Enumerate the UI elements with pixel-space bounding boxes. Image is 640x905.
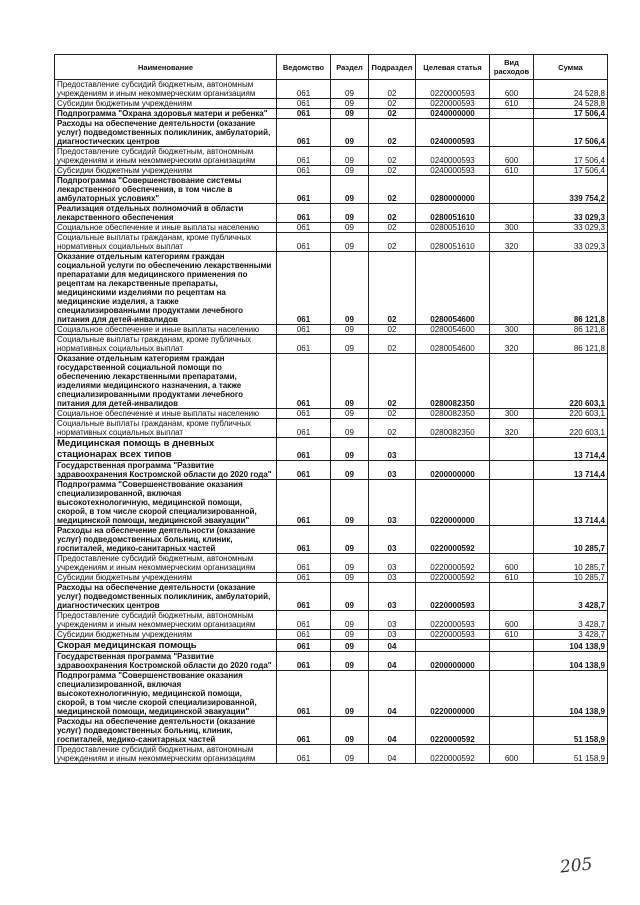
row-target-article-cell: 0220000000 xyxy=(416,671,490,717)
row-name-cell: Реализация отдельных полномочий в области лекарственного обеспечения xyxy=(55,204,277,223)
row-podrazdel-cell: 02 xyxy=(369,119,416,147)
row-target-article-cell: 0280054600 xyxy=(416,252,490,325)
table-row xyxy=(55,409,608,419)
row-target-article-cell: 0220000593 xyxy=(416,80,490,99)
row-target-article-cell: 0280082350 xyxy=(416,409,490,419)
row-podrazdel-cell: 02 xyxy=(369,99,416,109)
row-podrazdel-cell: 03 xyxy=(369,554,416,573)
row-sum-cell: 104 138,9 xyxy=(534,640,608,652)
row-sum-cell: 339 754,2 xyxy=(534,176,608,204)
row-expense-type-cell xyxy=(490,109,534,119)
row-expense-type-cell: 610 xyxy=(490,166,534,176)
row-podrazdel-cell: 04 xyxy=(369,640,416,652)
row-target-article-cell: 0220000593 xyxy=(416,583,490,611)
row-razdel-cell: 09 xyxy=(331,438,369,461)
row-sum-cell: 51 158,9 xyxy=(534,717,608,745)
table-row xyxy=(55,573,608,583)
row-expense-type-cell xyxy=(490,526,534,554)
row-podrazdel-cell: 04 xyxy=(369,717,416,745)
row-target-article-cell: 0280000000 xyxy=(416,176,490,204)
row-razdel-cell: 09 xyxy=(331,252,369,325)
row-sum-cell: 10 285,7 xyxy=(534,526,608,554)
row-sum-cell: 13 714,4 xyxy=(534,480,608,526)
row-target-article-cell: 0280082350 xyxy=(416,354,490,409)
table-row xyxy=(55,652,608,671)
row-sum-cell: 104 138,9 xyxy=(534,671,608,717)
row-name-cell: Расходы на обеспечение деятельности (оказание услуг) подведомственных поликлиник, амбулаторий, диагностических центров xyxy=(55,583,277,611)
row-razdel-cell: 09 xyxy=(331,99,369,109)
row-podrazdel-cell: 03 xyxy=(369,583,416,611)
row-vedomstvo-cell: 061 xyxy=(277,640,331,652)
row-target-article-cell: 0280051610 xyxy=(416,233,490,252)
table-row xyxy=(55,335,608,354)
row-target-article-cell xyxy=(416,640,490,652)
row-expense-type-cell xyxy=(490,671,534,717)
row-expense-type-cell xyxy=(490,354,534,409)
row-vedomstvo-cell: 061 xyxy=(277,480,331,526)
row-name-cell: Предоставление субсидий бюджетным, автономным учреждениям и иным некоммерческим организациям xyxy=(55,554,277,573)
table-row xyxy=(55,640,608,652)
row-razdel-cell: 09 xyxy=(331,717,369,745)
row-expense-type-cell xyxy=(490,640,534,652)
row-vedomstvo-cell: 061 xyxy=(277,233,331,252)
row-name-cell: Оказание отдельным категориям граждан социальной услуги по обеспечению лекарственными препаратами для медицинского применения по рецептам на лекарственные препараты, медицинскими изделиями по рецептам на медицинские изделия, а также специализированными продуктами лечебного питания для детей-инвалидов xyxy=(55,252,277,325)
row-vedomstvo-cell: 061 xyxy=(277,80,331,99)
row-sum-cell: 24 528,8 xyxy=(534,80,608,99)
row-expense-type-cell: 300 xyxy=(490,409,534,419)
row-podrazdel-cell: 02 xyxy=(369,166,416,176)
column-header-podrazdel: Подраздел xyxy=(369,55,416,80)
row-podrazdel-cell: 02 xyxy=(369,325,416,335)
table-row xyxy=(55,480,608,526)
row-name-cell: Подпрограмма "Совершенствование оказания специализированной, включая высокотехнологичную, медицинской помощи, скорой, в том числе скорой специализированной, медицинской помощи, медицинской эвакуации" xyxy=(55,671,277,717)
row-podrazdel-cell: 02 xyxy=(369,109,416,119)
table-row xyxy=(55,717,608,745)
row-target-article-cell: 0220000592 xyxy=(416,526,490,554)
table-row xyxy=(55,233,608,252)
row-podrazdel-cell: 03 xyxy=(369,611,416,630)
row-target-article-cell: 0220000592 xyxy=(416,554,490,573)
row-target-article-cell: 0220000592 xyxy=(416,745,490,764)
table-row xyxy=(55,109,608,119)
row-vedomstvo-cell: 061 xyxy=(277,354,331,409)
row-sum-cell: 17 506,4 xyxy=(534,166,608,176)
row-name-cell: Государственная программа "Развитие здравоохранения Костромской области до 2020 года" xyxy=(55,461,277,480)
row-target-article-cell: 0280054600 xyxy=(416,335,490,354)
row-podrazdel-cell: 03 xyxy=(369,526,416,554)
row-sum-cell: 51 158,9 xyxy=(534,745,608,764)
row-sum-cell: 220 603,1 xyxy=(534,419,608,438)
row-expense-type-cell: 320 xyxy=(490,335,534,354)
budget-table xyxy=(54,54,608,764)
row-razdel-cell: 09 xyxy=(331,461,369,480)
column-header-sum: Сумма xyxy=(534,55,608,80)
row-expense-type-cell xyxy=(490,583,534,611)
row-expense-type-cell xyxy=(490,438,534,461)
row-razdel-cell: 09 xyxy=(331,554,369,573)
table-row xyxy=(55,204,608,223)
row-expense-type-cell: 320 xyxy=(490,233,534,252)
row-target-article-cell: 0280051610 xyxy=(416,223,490,233)
row-razdel-cell: 09 xyxy=(331,176,369,204)
row-vedomstvo-cell: 061 xyxy=(277,630,331,640)
row-razdel-cell: 09 xyxy=(331,80,369,99)
row-name-cell: Медицинская помощь в дневных стационарах всех типов xyxy=(55,438,277,461)
row-razdel-cell: 09 xyxy=(331,671,369,717)
row-name-cell: Предоставление субсидий бюджетным, автономным учреждениям и иным некоммерческим организациям xyxy=(55,611,277,630)
row-razdel-cell: 09 xyxy=(331,147,369,166)
table-row xyxy=(55,325,608,335)
row-expense-type-cell: 610 xyxy=(490,573,534,583)
row-vedomstvo-cell: 061 xyxy=(277,717,331,745)
table-row xyxy=(55,583,608,611)
row-name-cell: Субсидии бюджетным учреждениям xyxy=(55,166,277,176)
row-podrazdel-cell: 02 xyxy=(369,223,416,233)
row-razdel-cell: 09 xyxy=(331,354,369,409)
row-expense-type-cell xyxy=(490,480,534,526)
row-expense-type-cell: 600 xyxy=(490,611,534,630)
row-expense-type-cell: 600 xyxy=(490,745,534,764)
row-sum-cell: 13 714,4 xyxy=(534,438,608,461)
row-vedomstvo-cell: 061 xyxy=(277,573,331,583)
row-name-cell: Расходы на обеспечение деятельности (оказание услуг) подведомственных больниц, клиник, госпиталей, медико-санитарных частей xyxy=(55,526,277,554)
row-razdel-cell: 09 xyxy=(331,652,369,671)
table-row xyxy=(55,354,608,409)
row-sum-cell: 10 285,7 xyxy=(534,573,608,583)
row-target-article-cell: 0240000000 xyxy=(416,109,490,119)
table-row xyxy=(55,419,608,438)
row-sum-cell: 86 121,8 xyxy=(534,252,608,325)
row-sum-cell: 10 285,7 xyxy=(534,554,608,573)
row-razdel-cell: 09 xyxy=(331,409,369,419)
row-sum-cell: 86 121,8 xyxy=(534,335,608,354)
row-target-article-cell: 0220000000 xyxy=(416,480,490,526)
row-sum-cell: 3 428,7 xyxy=(534,583,608,611)
row-name-cell: Субсидии бюджетным учреждениям xyxy=(55,573,277,583)
row-podrazdel-cell: 02 xyxy=(369,147,416,166)
column-header-target-article: Целевая статья xyxy=(416,55,490,80)
row-vedomstvo-cell: 061 xyxy=(277,526,331,554)
row-vedomstvo-cell: 061 xyxy=(277,99,331,109)
row-razdel-cell: 09 xyxy=(331,480,369,526)
table-row xyxy=(55,745,608,764)
row-expense-type-cell xyxy=(490,717,534,745)
row-vedomstvo-cell: 061 xyxy=(277,554,331,573)
column-header-expense-type: Вид расходов xyxy=(490,55,534,80)
row-name-cell: Подпрограмма "Совершенствование оказания специализированной, включая высокотехнологичную, медицинской помощи, скорой, в том числе скорой специализированной, медицинской помощи, медицинской эвакуации" xyxy=(55,480,277,526)
row-podrazdel-cell: 03 xyxy=(369,438,416,461)
table-row xyxy=(55,119,608,147)
row-name-cell: Предоставление субсидий бюджетным, автономным учреждениям и иным некоммерческим организациям xyxy=(55,80,277,99)
row-name-cell: Государственная программа "Развитие здравоохранения Костромской области до 2020 года" xyxy=(55,652,277,671)
row-sum-cell: 220 603,1 xyxy=(534,409,608,419)
row-name-cell: Скорая медицинская помощь xyxy=(55,640,277,652)
table-row xyxy=(55,252,608,325)
row-podrazdel-cell: 03 xyxy=(369,630,416,640)
row-sum-cell: 17 506,4 xyxy=(534,147,608,166)
row-expense-type-cell xyxy=(490,252,534,325)
row-expense-type-cell: 300 xyxy=(490,325,534,335)
row-target-article-cell: 0200000000 xyxy=(416,461,490,480)
row-vedomstvo-cell: 061 xyxy=(277,166,331,176)
row-expense-type-cell: 600 xyxy=(490,147,534,166)
row-target-article-cell: 0280082350 xyxy=(416,419,490,438)
row-expense-type-cell: 600 xyxy=(490,80,534,99)
row-expense-type-cell xyxy=(490,119,534,147)
column-header-name: Наименование xyxy=(55,55,277,80)
row-sum-cell: 13 714,4 xyxy=(534,461,608,480)
row-name-cell: Предоставление субсидий бюджетным, автономным учреждениям и иным некоммерческим организациям xyxy=(55,745,277,764)
row-target-article-cell xyxy=(416,438,490,461)
row-razdel-cell: 09 xyxy=(331,119,369,147)
row-vedomstvo-cell: 061 xyxy=(277,409,331,419)
row-name-cell: Расходы на обеспечение деятельности (оказание услуг) подведомственных поликлиник, амбулаторий, диагностических центров xyxy=(55,119,277,147)
row-vedomstvo-cell: 061 xyxy=(277,461,331,480)
row-vedomstvo-cell: 061 xyxy=(277,652,331,671)
row-podrazdel-cell: 04 xyxy=(369,745,416,764)
row-target-article-cell: 0240000593 xyxy=(416,119,490,147)
row-podrazdel-cell: 03 xyxy=(369,461,416,480)
row-name-cell: Субсидии бюджетным учреждениям xyxy=(55,630,277,640)
row-razdel-cell: 09 xyxy=(331,573,369,583)
row-target-article-cell: 0220000593 xyxy=(416,611,490,630)
row-expense-type-cell: 600 xyxy=(490,554,534,573)
row-podrazdel-cell: 02 xyxy=(369,409,416,419)
row-razdel-cell: 09 xyxy=(331,325,369,335)
row-name-cell: Социальные выплаты гражданам, кроме публичных нормативных социальных выплат xyxy=(55,419,277,438)
row-podrazdel-cell: 02 xyxy=(369,233,416,252)
row-razdel-cell: 09 xyxy=(331,640,369,652)
table-row xyxy=(55,223,608,233)
row-podrazdel-cell: 02 xyxy=(369,252,416,325)
row-vedomstvo-cell: 061 xyxy=(277,325,331,335)
row-vedomstvo-cell: 061 xyxy=(277,335,331,354)
row-expense-type-cell xyxy=(490,176,534,204)
row-expense-type-cell: 320 xyxy=(490,419,534,438)
row-target-article-cell: 0280051610 xyxy=(416,204,490,223)
row-name-cell: Социальное обеспечение и иные выплаты населению xyxy=(55,325,277,335)
row-target-article-cell: 0220000593 xyxy=(416,99,490,109)
row-razdel-cell: 09 xyxy=(331,109,369,119)
row-expense-type-cell: 610 xyxy=(490,99,534,109)
row-target-article-cell: 0240000593 xyxy=(416,147,490,166)
row-sum-cell: 3 428,7 xyxy=(534,611,608,630)
table-row xyxy=(55,461,608,480)
table-header-row xyxy=(55,55,608,80)
row-name-cell: Оказание отдельным категориям граждан государственной социальной помощи по обеспечению лекарственными препаратами, изделиями медицинского назначения, а также специализированными продуктами лечебного питания для детей-инвалидов xyxy=(55,354,277,409)
column-header-vedomstvo: Ведомство xyxy=(277,55,331,80)
row-name-cell: Подпрограмма "Совершенствование системы лекарственного обеспечения, в том числе в амбулаторных условиях" xyxy=(55,176,277,204)
row-vedomstvo-cell: 061 xyxy=(277,419,331,438)
row-vedomstvo-cell: 061 xyxy=(277,438,331,461)
row-target-article-cell: 0200000000 xyxy=(416,652,490,671)
table-row xyxy=(55,526,608,554)
row-razdel-cell: 09 xyxy=(331,611,369,630)
row-target-article-cell: 0240000593 xyxy=(416,166,490,176)
row-target-article-cell: 0280054600 xyxy=(416,325,490,335)
row-podrazdel-cell: 02 xyxy=(369,335,416,354)
row-podrazdel-cell: 03 xyxy=(369,573,416,583)
row-podrazdel-cell: 02 xyxy=(369,354,416,409)
row-name-cell: Социальные выплаты гражданам, кроме публичных нормативных социальных выплат xyxy=(55,335,277,354)
row-sum-cell: 33 029,3 xyxy=(534,233,608,252)
page-number: 205 xyxy=(559,854,594,878)
table-row xyxy=(55,611,608,630)
row-razdel-cell: 09 xyxy=(331,204,369,223)
row-podrazdel-cell: 02 xyxy=(369,176,416,204)
row-razdel-cell: 09 xyxy=(331,419,369,438)
row-target-article-cell: 0220000592 xyxy=(416,717,490,745)
row-name-cell: Социальное обеспечение и иные выплаты населению xyxy=(55,223,277,233)
row-name-cell: Предоставление субсидий бюджетным, автономным учреждениям и иным некоммерческим организациям xyxy=(55,147,277,166)
table-row xyxy=(55,176,608,204)
row-sum-cell: 86 121,8 xyxy=(534,325,608,335)
row-vedomstvo-cell: 061 xyxy=(277,147,331,166)
row-sum-cell: 17 506,4 xyxy=(534,119,608,147)
row-vedomstvo-cell: 061 xyxy=(277,611,331,630)
table-row xyxy=(55,554,608,573)
table-row xyxy=(55,166,608,176)
row-name-cell: Субсидии бюджетным учреждениям xyxy=(55,99,277,109)
table-row xyxy=(55,630,608,640)
row-expense-type-cell xyxy=(490,461,534,480)
table-row xyxy=(55,80,608,99)
row-expense-type-cell: 610 xyxy=(490,630,534,640)
row-sum-cell: 3 428,7 xyxy=(534,630,608,640)
row-podrazdel-cell: 04 xyxy=(369,652,416,671)
table-row xyxy=(55,147,608,166)
row-razdel-cell: 09 xyxy=(331,335,369,354)
table-row xyxy=(55,99,608,109)
row-name-cell: Социальные выплаты гражданам, кроме публичных нормативных социальных выплат xyxy=(55,233,277,252)
row-expense-type-cell xyxy=(490,652,534,671)
row-podrazdel-cell: 02 xyxy=(369,80,416,99)
row-podrazdel-cell: 04 xyxy=(369,671,416,717)
row-sum-cell: 24 528,8 xyxy=(534,99,608,109)
row-vedomstvo-cell: 061 xyxy=(277,119,331,147)
row-podrazdel-cell: 02 xyxy=(369,419,416,438)
row-vedomstvo-cell: 061 xyxy=(277,252,331,325)
row-vedomstvo-cell: 061 xyxy=(277,223,331,233)
row-sum-cell: 17 506,4 xyxy=(534,109,608,119)
row-name-cell: Расходы на обеспечение деятельности (оказание услуг) подведомственных больниц, клиник, госпиталей, медико-санитарных частей xyxy=(55,717,277,745)
column-header-razdel: Раздел xyxy=(331,55,369,80)
row-razdel-cell: 09 xyxy=(331,166,369,176)
row-vedomstvo-cell: 061 xyxy=(277,109,331,119)
row-podrazdel-cell: 03 xyxy=(369,480,416,526)
row-name-cell: Социальное обеспечение и иные выплаты населению xyxy=(55,409,277,419)
table-row xyxy=(55,671,608,717)
row-razdel-cell: 09 xyxy=(331,583,369,611)
row-vedomstvo-cell: 061 xyxy=(277,204,331,223)
row-expense-type-cell: 300 xyxy=(490,223,534,233)
row-vedomstvo-cell: 061 xyxy=(277,583,331,611)
row-vedomstvo-cell: 061 xyxy=(277,745,331,764)
row-sum-cell: 104 138,9 xyxy=(534,652,608,671)
row-razdel-cell: 09 xyxy=(331,630,369,640)
row-target-article-cell: 0220000592 xyxy=(416,573,490,583)
row-vedomstvo-cell: 061 xyxy=(277,176,331,204)
budget-page xyxy=(54,54,607,764)
row-name-cell: Подпрограмма "Охрана здоровья матери и ребенка" xyxy=(55,109,277,119)
row-expense-type-cell xyxy=(490,204,534,223)
row-vedomstvo-cell: 061 xyxy=(277,671,331,717)
row-razdel-cell: 09 xyxy=(331,526,369,554)
row-sum-cell: 33 029,3 xyxy=(534,223,608,233)
row-sum-cell: 220 603,1 xyxy=(534,354,608,409)
row-razdel-cell: 09 xyxy=(331,745,369,764)
row-razdel-cell: 09 xyxy=(331,233,369,252)
row-target-article-cell: 0220000593 xyxy=(416,630,490,640)
row-podrazdel-cell: 02 xyxy=(369,204,416,223)
row-razdel-cell: 09 xyxy=(331,223,369,233)
row-sum-cell: 33 029,3 xyxy=(534,204,608,223)
table-row xyxy=(55,438,608,461)
